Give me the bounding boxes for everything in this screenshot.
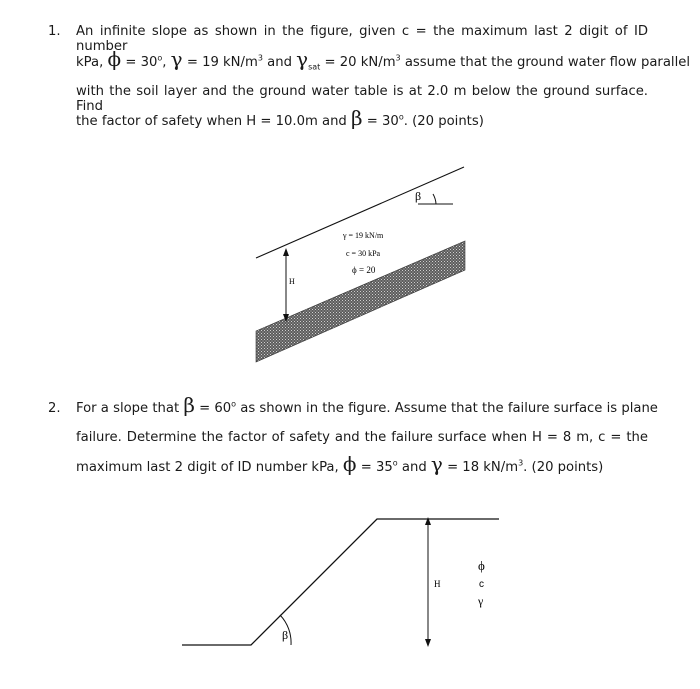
text: as shown in the figure. Assume that the failure surface is plane [240, 401, 658, 416]
question-2-line-2: failure. Determine the factor of safety and the failure surface when H = 8 m, c = the [76, 430, 648, 445]
gamma-symbol: γ [170, 47, 183, 71]
text: and [267, 55, 292, 70]
gamma-label: γ [478, 594, 484, 608]
superscript: 3 [257, 53, 263, 63]
subscript: sat [308, 62, 321, 72]
text: = 30 [125, 55, 158, 70]
phi-label: ϕ [478, 558, 485, 573]
text: the factor of safety when H = 10.0m and [76, 114, 347, 129]
friction-angle-label: ϕ = 20 [352, 265, 376, 275]
text: and [401, 460, 427, 475]
question-1-line-3: with the soil layer and the ground water table is at 2.0 m below the ground surface. Find [76, 84, 648, 114]
phi-symbol: ϕ [342, 452, 357, 476]
text: , [162, 55, 167, 70]
gamma-symbol: γ [296, 47, 309, 71]
beta-symbol: β [351, 106, 363, 130]
slope-profile [182, 519, 499, 645]
question-1-number: 1. [48, 24, 61, 39]
degree-mark: o [398, 112, 404, 122]
degree-mark: o [392, 458, 398, 468]
text: = 60 [199, 401, 232, 416]
text: = 19 kN/m [186, 55, 258, 70]
text: kPa, [76, 55, 104, 70]
text: For a slope that [76, 401, 180, 416]
text: . (20 points) [403, 114, 484, 129]
question-2-number: 2. [48, 401, 61, 416]
degree-mark: o [231, 399, 237, 409]
height-label: H [289, 277, 295, 286]
question-1-line-1: An infinite slope as shown in the figure, given c = the maximum last 2 digit of ID number [76, 24, 648, 54]
degree-mark: o [157, 53, 163, 63]
text: maximum last 2 digit of ID number kPa, [76, 460, 339, 475]
height-label: H [434, 579, 441, 589]
beta-label: β [282, 628, 289, 642]
cohesion-label: c = 30 kPa [346, 249, 381, 258]
superscript: 3 [518, 458, 524, 468]
text: = 18 kN/m [447, 460, 519, 475]
beta-label: β [415, 189, 422, 203]
unit-weight-label: γ = 19 kN/m [343, 231, 384, 240]
superscript: 3 [395, 53, 401, 63]
beta-symbol: β [183, 393, 195, 417]
gamma-symbol: γ [430, 452, 443, 476]
text: = 35 [360, 460, 393, 475]
text: . (20 points) [523, 460, 604, 475]
cohesion-label: c [479, 579, 484, 590]
phi-symbol: ϕ [107, 47, 122, 71]
text: = 30 [366, 114, 399, 129]
text: assume that the ground water flow parallel [404, 55, 691, 70]
text: = 20 kN/m [324, 55, 396, 70]
